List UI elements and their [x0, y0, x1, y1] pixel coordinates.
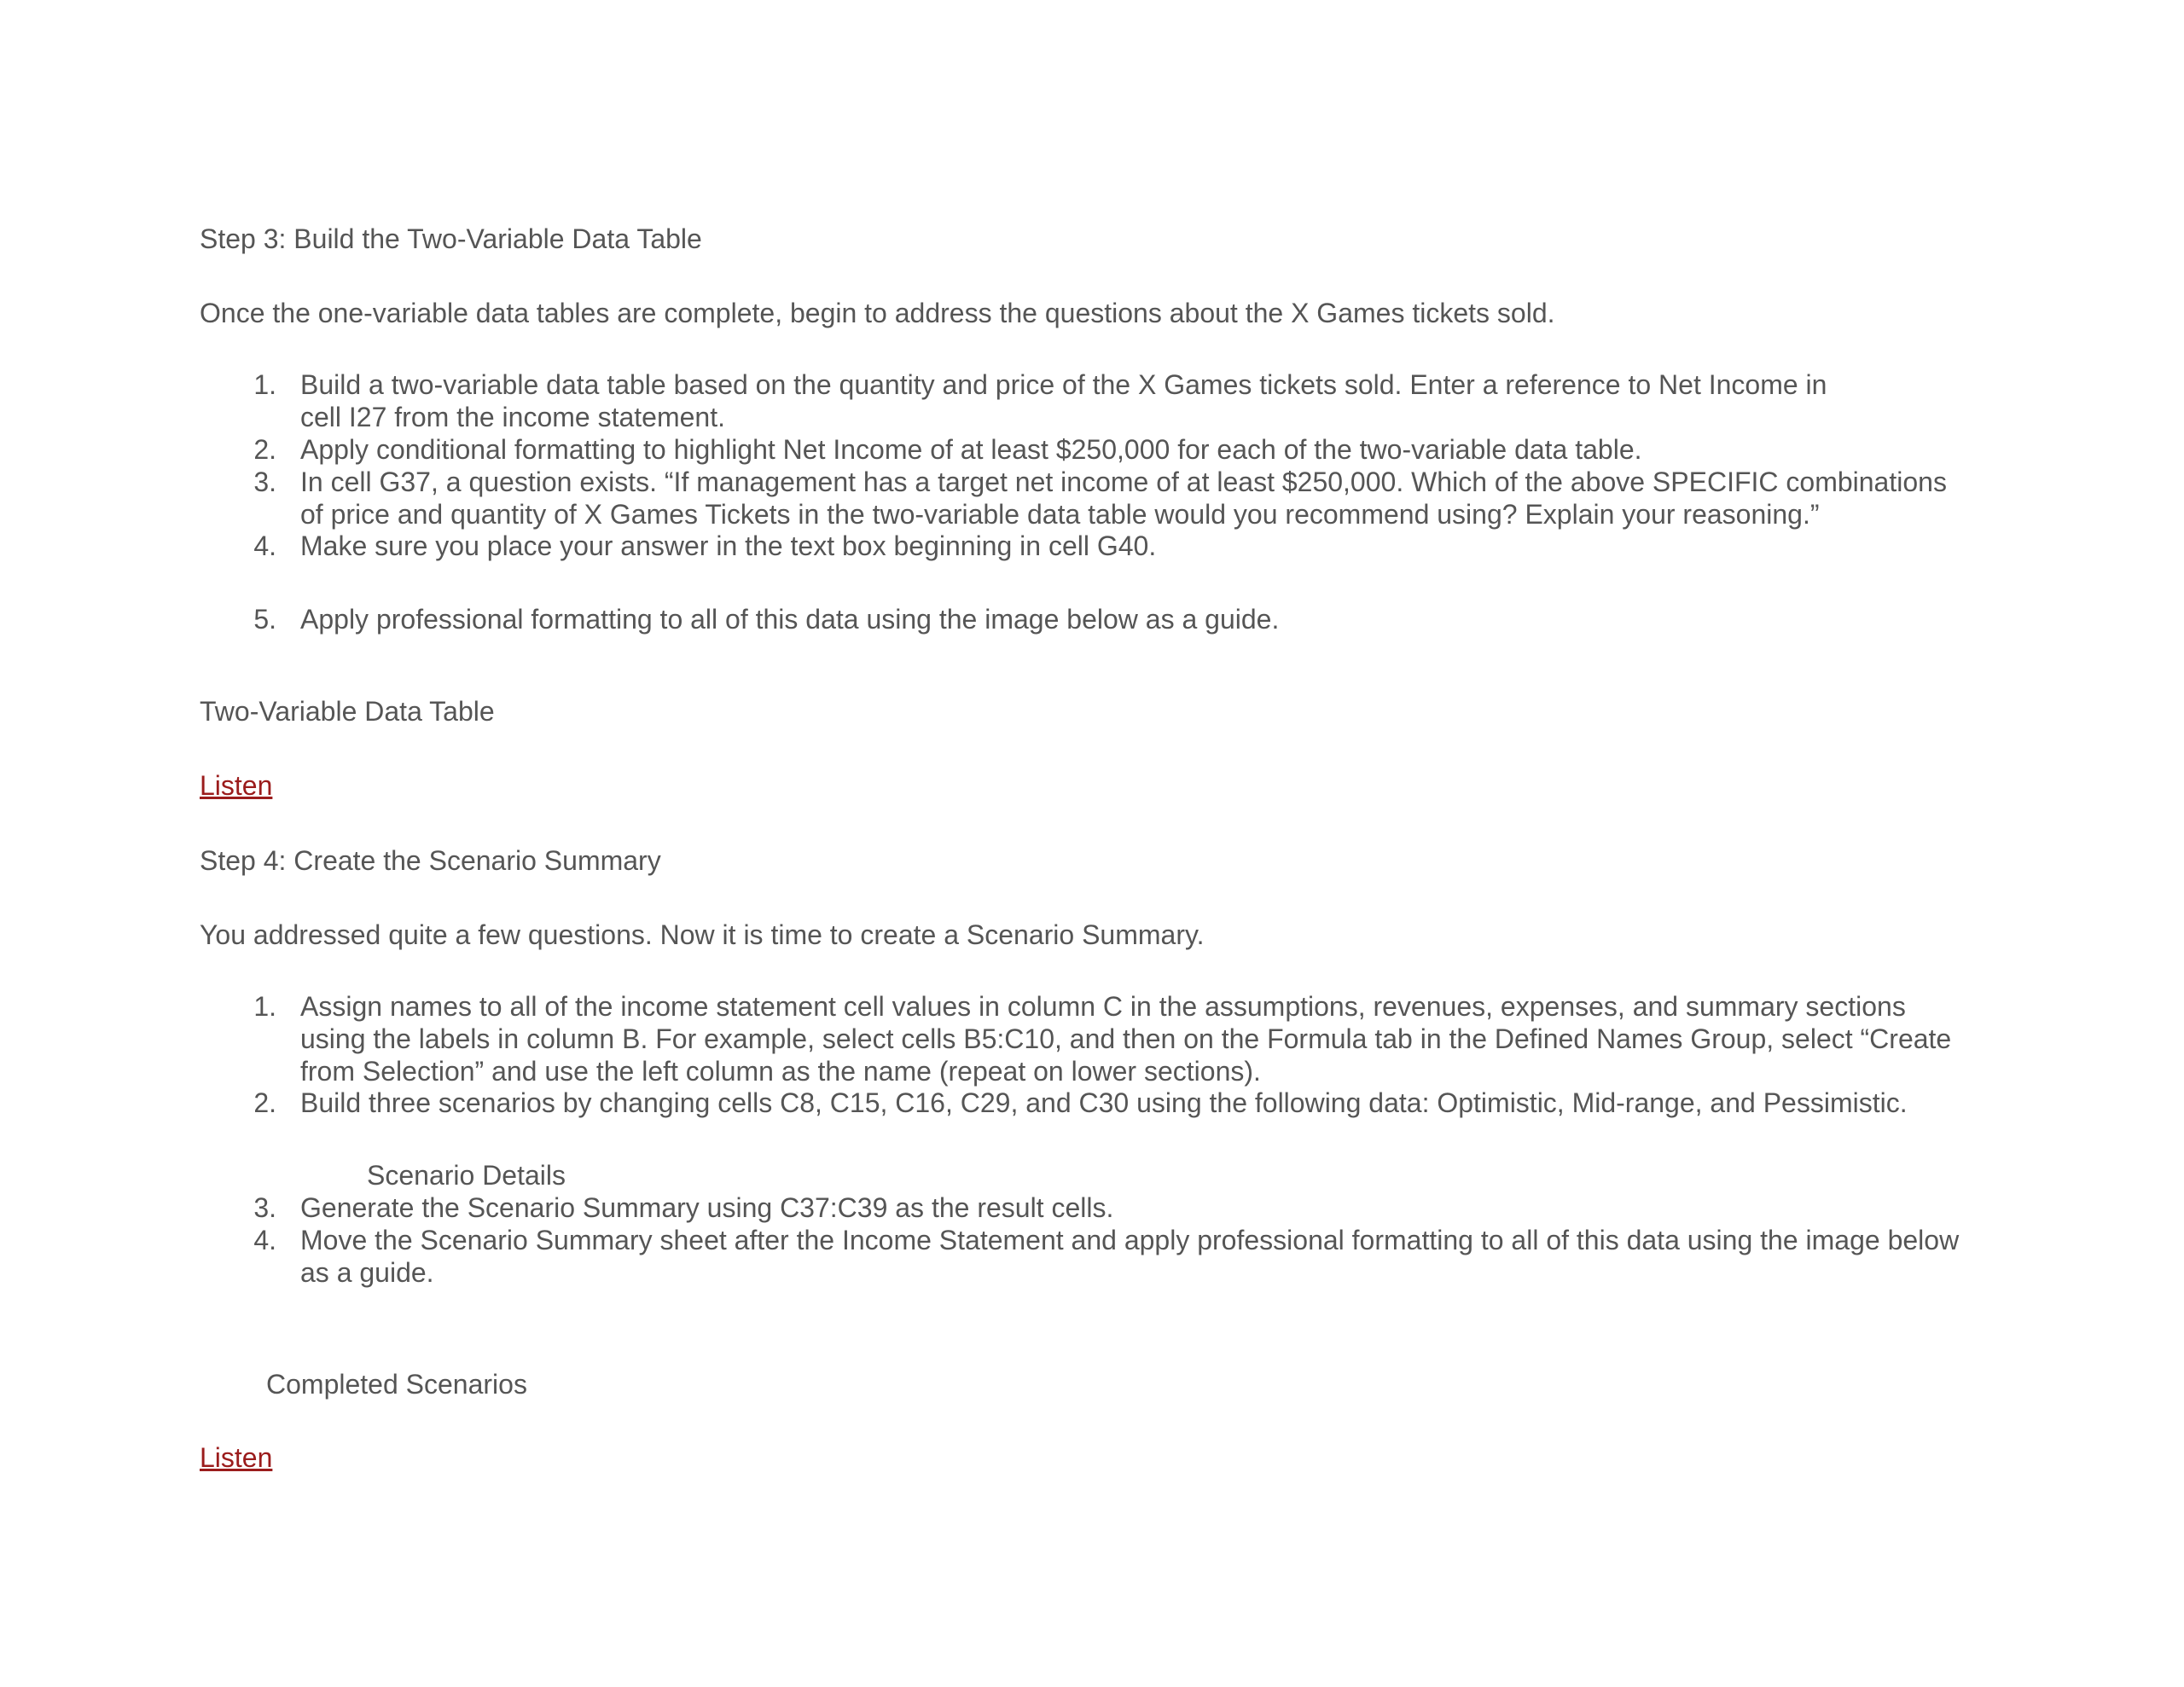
list-number: 5. [253, 604, 276, 635]
two-variable-table-caption: Two-Variable Data Table [200, 696, 495, 727]
list-item-line: In cell G37, a question exists. “If management has a target net income of at least $250,000. Which of the above SPECIFIC combinations [300, 467, 1947, 497]
list-item-line: Apply conditional formatting to highlight Net Income of at least $250,000 for each of the two-variable data table. [300, 434, 1642, 465]
list-item-line: Move the Scenario Summary sheet after the Income Statement and apply professional formatting to all of this data using the image below [300, 1225, 1960, 1255]
list-number: 4. [253, 530, 276, 561]
step3-intro: Once the one-variable data tables are complete, begin to address the questions about the X Games tickets sold. [200, 298, 1555, 328]
list-number: 2. [253, 434, 276, 465]
list-item-line: as a guide. [300, 1257, 434, 1288]
list-item-line: Generate the Scenario Summary using C37:C39 as the result cells. [300, 1192, 1114, 1223]
list-number: 1. [253, 991, 276, 1022]
step4-heading: Step 4: Create the Scenario Summary [200, 845, 661, 876]
step3-heading: Step 3: Build the Two-Variable Data Table [200, 223, 702, 254]
list-number: 4. [253, 1225, 276, 1255]
list-number: 1. [253, 369, 276, 400]
list-item-line: from Selection” and use the left column as the name (repeat on lower sections). [300, 1056, 1261, 1087]
step4-intro: You addressed quite a few questions. Now it is time to create a Scenario Summary. [200, 919, 1205, 950]
scenario-details-caption: Scenario Details [367, 1160, 566, 1191]
listen-link-step4[interactable]: Listen [200, 1442, 273, 1473]
list-item-line: Build a two-variable data table based on the quantity and price of the X Games tickets sold. Enter a reference to Net Income in [300, 369, 1827, 400]
list-number: 3. [253, 467, 276, 497]
list-number: 2. [253, 1087, 276, 1118]
list-item-line: cell I27 from the income statement. [300, 402, 725, 432]
list-item-line: of price and quantity of X Games Tickets in the two-variable data table would you recommend using? Explain your reasoning.” [300, 499, 1820, 530]
list-item-line: Assign names to all of the income statement cell values in column C in the assumptions, revenues, expenses, and summary sections [300, 991, 1906, 1022]
listen-link-step3[interactable]: Listen [200, 770, 273, 801]
list-item-line: Build three scenarios by changing cells C8, C15, C16, C29, and C30 using the following data: Optimistic, Mid-range, and Pessimistic. [300, 1087, 1908, 1118]
completed-scenarios-caption: Completed Scenarios [266, 1369, 527, 1400]
list-item-line: using the labels in column B. For example, select cells B5:C10, and then on the Formula tab in the Defined Names Group, select “Create [300, 1023, 1952, 1054]
list-number: 3. [253, 1192, 276, 1223]
list-item-line: Apply professional formatting to all of this data using the image below as a guide. [300, 604, 1280, 635]
list-item-line: Make sure you place your answer in the text box beginning in cell G40. [300, 530, 1157, 561]
